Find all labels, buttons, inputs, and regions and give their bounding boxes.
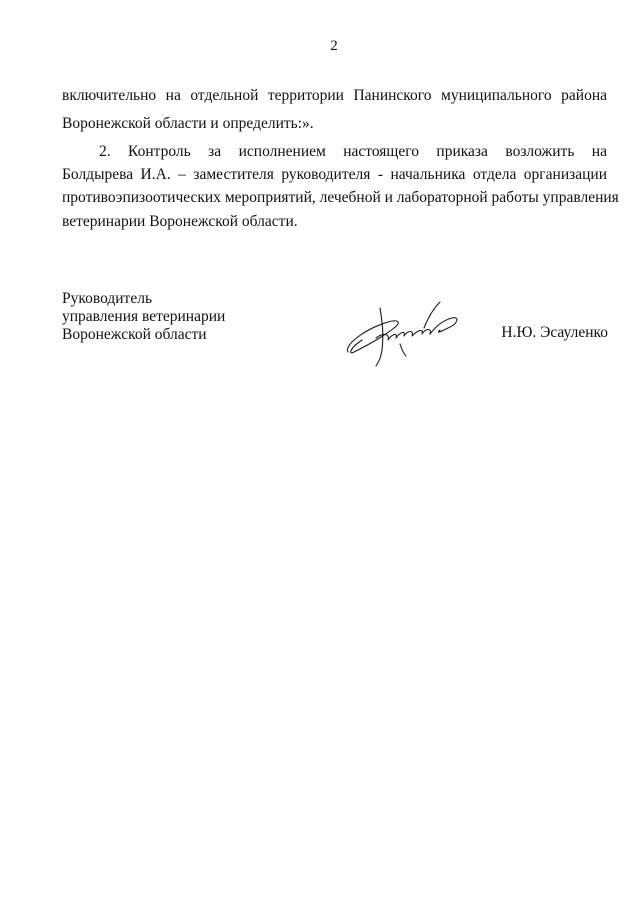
- signer-position-line-3: Воронежской области: [62, 326, 207, 343]
- body-line-1: включительно на отдельной территории Панинского муниципального района: [62, 87, 607, 104]
- signer-position-line-2: управления ветеринарии: [62, 308, 226, 325]
- signer-position: [62, 290, 225, 344]
- handwritten-signature: [340, 294, 470, 374]
- item-2-line-4: ветеринарии Воронежской области.: [62, 213, 298, 230]
- signer-position-line-1: Руководитель: [62, 290, 153, 307]
- page-number: 2: [330, 38, 338, 54]
- body-line-2: Воронежской области и определить:».: [62, 115, 314, 132]
- item-2-line-2: Болдырева И.А. – заместителя руководителя - начальника отдела организации: [62, 166, 607, 183]
- item-2-line-1: 2. Контроль за исполнением настоящего приказа возложить на: [99, 143, 607, 160]
- item-2-line-3: противоэпизоотических мероприятий, лечебной и лабораторной работы управления: [62, 189, 619, 206]
- signer-name: Н.Ю. Эсауленко: [501, 324, 608, 341]
